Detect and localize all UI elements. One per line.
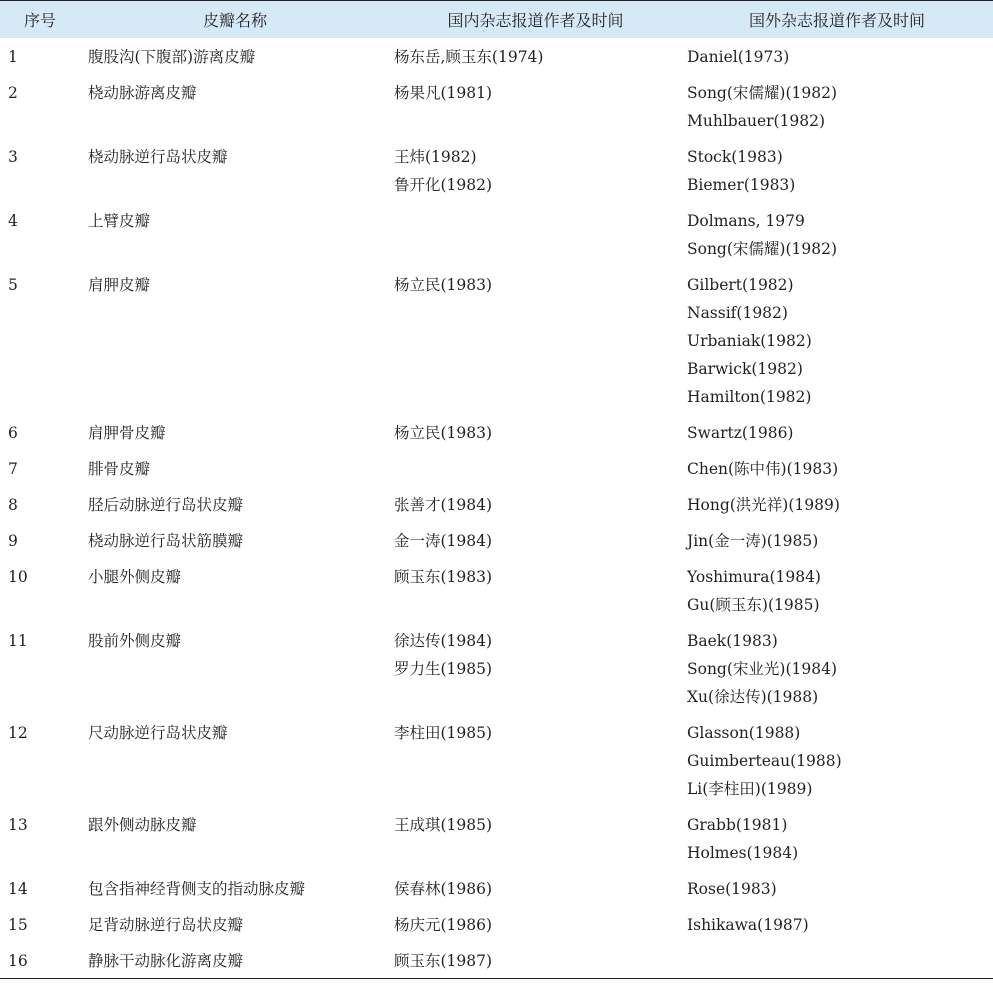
foreign-author-entry: Gilbert(1982) bbox=[687, 275, 794, 294]
foreign-reports bbox=[681, 558, 993, 622]
foreign-reports bbox=[681, 266, 993, 414]
foreign-reports bbox=[681, 870, 993, 906]
row-number: 9 bbox=[8, 531, 18, 550]
domestic-author-entry: 顾玉东(1987) bbox=[394, 951, 493, 970]
foreign-author-entry: Barwick(1982) bbox=[687, 359, 803, 378]
foreign-author-entry: Ishikawa(1987) bbox=[687, 915, 809, 934]
table-row bbox=[0, 942, 993, 979]
foreign-author-entry: Urbaniak(1982) bbox=[687, 331, 812, 350]
table-row bbox=[0, 714, 993, 806]
foreign-author-entry: Baek(1983) bbox=[687, 631, 778, 650]
foreign-author-entry: Hamilton(1982) bbox=[687, 387, 812, 406]
row-number: 11 bbox=[8, 631, 28, 650]
foreign-author-entry: Song(宋儒耀)(1982) bbox=[687, 83, 837, 102]
foreign-author-entry: Glasson(1988) bbox=[687, 723, 801, 742]
row-number: 7 bbox=[8, 459, 18, 478]
row-number: 15 bbox=[8, 915, 28, 934]
foreign-author-entry: Li(李柱田)(1989) bbox=[687, 779, 813, 798]
row-number: 5 bbox=[8, 275, 18, 294]
table-row bbox=[0, 266, 993, 414]
foreign-reports bbox=[681, 74, 993, 138]
domestic-reports bbox=[390, 38, 681, 74]
domestic-reports bbox=[390, 622, 681, 714]
row-number: 13 bbox=[8, 815, 28, 834]
flap-name: 桡动脉游离皮瓣 bbox=[88, 83, 197, 102]
flap-name: 腹股沟(下腹部)游离皮瓣 bbox=[88, 47, 256, 66]
flap-name: 足背动脉逆行岛状皮瓣 bbox=[88, 915, 244, 934]
table-row bbox=[0, 138, 993, 202]
foreign-author-entry: Rose(1983) bbox=[687, 879, 777, 898]
foreign-reports bbox=[681, 942, 993, 979]
foreign-author-entry: Stock(1983) bbox=[687, 147, 783, 166]
domestic-author-entry: 杨立民(1983) bbox=[394, 275, 493, 294]
foreign-author-entry: Guimberteau(1988) bbox=[687, 751, 842, 770]
row-number: 6 bbox=[8, 423, 18, 442]
row-number: 8 bbox=[8, 495, 18, 514]
domestic-reports bbox=[390, 942, 681, 979]
domestic-reports bbox=[390, 714, 681, 806]
table-row bbox=[0, 414, 993, 450]
table-row bbox=[0, 558, 993, 622]
table-body bbox=[0, 38, 993, 979]
table-row bbox=[0, 38, 993, 74]
table-row bbox=[0, 622, 993, 714]
header-foreign-reports: 国外杂志报道作者及时间 bbox=[681, 1, 993, 38]
flap-name: 静脉干动脉化游离皮瓣 bbox=[80, 942, 390, 979]
foreign-author-entry: Biemer(1983) bbox=[687, 175, 796, 194]
table-row bbox=[0, 906, 993, 942]
domestic-reports bbox=[390, 138, 681, 202]
domestic-author-entry: 王炜(1982) bbox=[394, 147, 477, 166]
flap-name: 包含指神经背侧支的指动脉皮瓣 bbox=[88, 879, 306, 898]
flap-name: 桡动脉逆行岛状皮瓣 bbox=[88, 147, 228, 166]
domestic-author-entry: 杨果凡(1981) bbox=[394, 83, 493, 102]
table-row bbox=[0, 870, 993, 906]
header-number: 序号 bbox=[0, 1, 80, 38]
foreign-author-entry: Song(宋儒耀)(1982) bbox=[687, 239, 837, 258]
foreign-reports bbox=[681, 522, 993, 558]
row-number: 3 bbox=[8, 147, 18, 166]
domestic-reports bbox=[390, 906, 681, 942]
domestic-reports bbox=[390, 870, 681, 906]
flap-name: 肩胛皮瓣 bbox=[88, 275, 151, 294]
foreign-author-entry: Daniel(1973) bbox=[687, 47, 790, 66]
domestic-reports bbox=[390, 414, 681, 450]
domestic-author-entry: 李柱田(1985) bbox=[394, 723, 493, 742]
foreign-author-entry: Swartz(1986) bbox=[687, 423, 794, 442]
foreign-reports bbox=[681, 714, 993, 806]
header-domestic-reports: 国内杂志报道作者及时间 bbox=[390, 1, 681, 38]
row-number: 1 bbox=[8, 47, 18, 66]
domestic-author-entry: 徐达传(1984) bbox=[394, 631, 493, 650]
row-number: 10 bbox=[8, 567, 28, 586]
foreign-reports bbox=[681, 414, 993, 450]
domestic-reports bbox=[390, 450, 681, 486]
row-number: 12 bbox=[8, 723, 28, 742]
domestic-author-entry: 罗力生(1985) bbox=[394, 659, 493, 678]
foreign-author-entry: Grabb(1981) bbox=[687, 815, 788, 834]
flap-name: 跟外侧动脉皮瓣 bbox=[88, 815, 197, 834]
foreign-author-entry: Dolmans, 1979 bbox=[687, 211, 805, 230]
domestic-reports bbox=[390, 266, 681, 414]
foreign-reports bbox=[681, 806, 993, 870]
foreign-author-entry: Xu(徐达传)(1988) bbox=[687, 687, 819, 706]
foreign-author-entry: Yoshimura(1984) bbox=[687, 567, 821, 586]
foreign-reports bbox=[681, 486, 993, 522]
flap-name: 肩胛骨皮瓣 bbox=[88, 423, 166, 442]
flap-name: 桡动脉逆行岛状筋膜瓣 bbox=[88, 531, 244, 550]
foreign-author-entry: Holmes(1984) bbox=[687, 843, 799, 862]
domestic-author-entry: 侯春林(1986) bbox=[394, 879, 493, 898]
domestic-author-entry: 张善才(1984) bbox=[394, 495, 493, 514]
domestic-author-entry: 杨立民(1983) bbox=[394, 423, 493, 442]
row-number: 4 bbox=[8, 211, 18, 230]
flap-name: 小腿外侧皮瓣 bbox=[88, 567, 182, 586]
foreign-author-entry: Song(宋业光)(1984) bbox=[687, 659, 837, 678]
row-number: 16 bbox=[0, 942, 80, 979]
table-row bbox=[0, 522, 993, 558]
domestic-reports bbox=[390, 806, 681, 870]
table-row bbox=[0, 450, 993, 486]
domestic-author-entry: 杨东岳,顾玉东(1974) bbox=[394, 47, 544, 66]
flap-name: 腓骨皮瓣 bbox=[88, 459, 151, 478]
foreign-author-entry: Hong(洪光祥)(1989) bbox=[687, 495, 840, 514]
header-row bbox=[0, 1, 993, 38]
foreign-reports bbox=[681, 906, 993, 942]
table-row bbox=[0, 486, 993, 522]
foreign-author-entry: Muhlbauer(1982) bbox=[687, 111, 826, 130]
flap-name: 尺动脉逆行岛状皮瓣 bbox=[88, 723, 228, 742]
foreign-reports bbox=[681, 450, 993, 486]
row-number: 2 bbox=[8, 83, 18, 102]
domestic-author-entry: 顾玉东(1983) bbox=[394, 567, 493, 586]
domestic-reports bbox=[390, 558, 681, 622]
table-row bbox=[0, 74, 993, 138]
foreign-reports bbox=[681, 138, 993, 202]
table-row bbox=[0, 202, 993, 266]
flap-name: 胫后动脉逆行岛状皮瓣 bbox=[88, 495, 244, 514]
domestic-reports bbox=[390, 522, 681, 558]
foreign-author-entry: Nassif(1982) bbox=[687, 303, 788, 322]
foreign-reports bbox=[681, 202, 993, 266]
domestic-author-entry: 金一涛(1984) bbox=[394, 531, 493, 550]
domestic-author-entry: 杨庆元(1986) bbox=[394, 915, 493, 934]
foreign-author-entry: Gu(顾玉东)(1985) bbox=[687, 595, 820, 614]
domestic-reports bbox=[390, 74, 681, 138]
foreign-author-entry: Jin(金一涛)(1985) bbox=[687, 531, 819, 550]
domestic-reports bbox=[390, 202, 681, 266]
flap-name: 股前外侧皮瓣 bbox=[88, 631, 182, 650]
table-row bbox=[0, 806, 993, 870]
flap-name: 上臂皮瓣 bbox=[88, 211, 151, 230]
domestic-reports bbox=[390, 486, 681, 522]
foreign-author-entry: Chen(陈中伟)(1983) bbox=[687, 459, 839, 478]
domestic-author-entry: 鲁开化(1982) bbox=[394, 175, 493, 194]
domestic-author-entry: 王成琪(1985) bbox=[394, 815, 493, 834]
foreign-reports bbox=[681, 38, 993, 74]
header-flap-name: 皮瓣名称 bbox=[80, 1, 390, 38]
foreign-reports bbox=[681, 622, 993, 714]
row-number: 14 bbox=[8, 879, 28, 898]
